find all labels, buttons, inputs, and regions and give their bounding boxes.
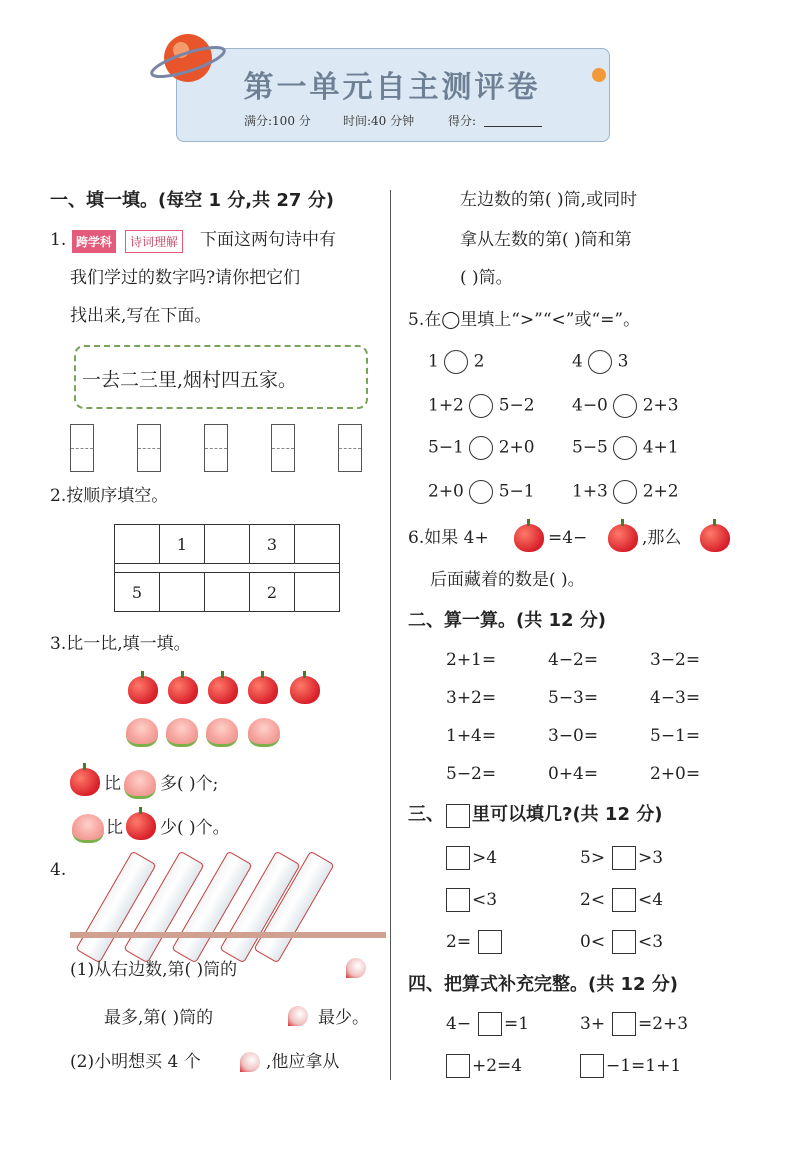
compare-circle[interactable] bbox=[469, 480, 493, 504]
q3-compare-word: 比 bbox=[106, 818, 123, 838]
calc-item: 3−0= bbox=[548, 726, 599, 746]
compare-left: 5−5 bbox=[572, 437, 608, 458]
answer-box[interactable] bbox=[612, 1012, 636, 1036]
section-3-heading-a: 三、 bbox=[408, 804, 444, 825]
compare-row bbox=[572, 436, 679, 460]
page-title: 第一单元自主测评卷 bbox=[243, 70, 541, 105]
q4-number: 4. bbox=[50, 860, 67, 880]
q6-part-c: ,那么 bbox=[642, 528, 682, 548]
compare-left: 1 bbox=[428, 351, 439, 372]
table-cell[interactable] bbox=[205, 525, 250, 564]
apple-icon bbox=[70, 768, 100, 796]
q4-part2-b: ,他应拿从 bbox=[266, 1052, 340, 1072]
q2-label: 2.按顺序填空。 bbox=[50, 486, 169, 506]
q1-line1: 下面这两句诗中有 bbox=[200, 230, 336, 250]
compare-row bbox=[428, 350, 484, 374]
poem-text: 一去二三里,烟村四五家。 bbox=[82, 369, 298, 391]
table-cell[interactable] bbox=[160, 573, 205, 612]
equation-text: 4− bbox=[446, 1014, 472, 1034]
table-row bbox=[115, 564, 340, 573]
q4-cont-line1: 左边数的第( )筒,或同时 bbox=[460, 190, 638, 210]
answer-box[interactable] bbox=[478, 930, 502, 954]
apple-icon bbox=[126, 812, 156, 840]
calc-item: 1+4= bbox=[446, 726, 497, 746]
time-limit: 时间:40 分钟 bbox=[343, 114, 415, 128]
peach-icon bbox=[124, 770, 156, 799]
compare-right: 5−1 bbox=[498, 481, 535, 502]
answer-box[interactable] bbox=[580, 1054, 604, 1078]
poetry-tag: 诗词理解 bbox=[125, 230, 183, 253]
table-cell[interactable] bbox=[295, 525, 340, 564]
q3-line1: 多( )个; bbox=[160, 774, 219, 794]
calc-item: 0+4= bbox=[548, 764, 599, 784]
equation-text: −1=1+1 bbox=[606, 1056, 682, 1076]
q1-number: 1. bbox=[50, 230, 67, 250]
compare-right: 2+2 bbox=[642, 481, 679, 502]
q4-cont-line3: ( )筒。 bbox=[460, 268, 513, 288]
q1-line3: 找出来,写在下面。 bbox=[70, 306, 212, 326]
calc-item: 2+1= bbox=[446, 650, 497, 670]
shuttlecock-icon bbox=[346, 958, 366, 978]
ineq-text: 2= bbox=[446, 932, 472, 952]
peach-icon bbox=[72, 814, 104, 843]
answer-box[interactable] bbox=[446, 846, 470, 870]
compare-right: 2+0 bbox=[498, 437, 535, 458]
calc-item: 5−2= bbox=[446, 764, 497, 784]
compare-left: 4 bbox=[572, 351, 583, 372]
column-divider bbox=[390, 190, 391, 1080]
peach-icon bbox=[206, 718, 238, 747]
q3-label: 3.比一比,填一填。 bbox=[50, 634, 191, 654]
compare-row bbox=[428, 436, 535, 460]
compare-circle[interactable] bbox=[469, 436, 493, 460]
compare-circle[interactable] bbox=[469, 394, 493, 418]
ineq-text: 2< bbox=[580, 890, 606, 910]
q6-part-a: 6.如果 4+ bbox=[408, 528, 489, 548]
answer-box[interactable] bbox=[612, 846, 636, 870]
apple-icon bbox=[608, 524, 638, 552]
q3-compare-word: 比 bbox=[104, 774, 121, 794]
shelf bbox=[70, 932, 386, 938]
ineq-text: >4 bbox=[472, 848, 498, 868]
ineq-text: <4 bbox=[638, 890, 664, 910]
section-4-heading: 四、把算式补充完整。(共 12 分) bbox=[408, 974, 679, 995]
section-3-heading-b: 里可以填几?(共 12 分) bbox=[472, 804, 663, 825]
answer-box[interactable] bbox=[446, 888, 470, 912]
compare-row bbox=[428, 480, 535, 504]
table-cell[interactable] bbox=[205, 573, 250, 612]
peach-icon bbox=[248, 718, 280, 747]
full-score: 满分:100 分 bbox=[244, 114, 311, 128]
score-blank[interactable] bbox=[484, 126, 542, 127]
apple-icon bbox=[514, 524, 544, 552]
ineq-text: >3 bbox=[638, 848, 664, 868]
equation-text: =1 bbox=[504, 1014, 530, 1034]
compare-right: 2 bbox=[473, 351, 485, 372]
answer-box[interactable] bbox=[446, 1054, 470, 1078]
writing-box[interactable] bbox=[338, 424, 362, 472]
compare-circle[interactable] bbox=[444, 350, 468, 374]
q1-line2: 我们学过的数字吗?请你把它们 bbox=[70, 268, 301, 288]
equation-text: =2+3 bbox=[638, 1014, 689, 1034]
answer-box[interactable] bbox=[478, 1012, 502, 1036]
writing-box[interactable] bbox=[137, 424, 161, 472]
sequence-table bbox=[114, 524, 340, 612]
table-cell: 2 bbox=[250, 573, 295, 612]
compare-circle[interactable] bbox=[613, 436, 637, 460]
table-cell[interactable] bbox=[115, 525, 160, 564]
calc-item: 3−2= bbox=[650, 650, 701, 670]
compare-right: 5−2 bbox=[498, 395, 535, 416]
score-label: 得分: bbox=[448, 114, 477, 128]
q3-line2: 少( )个。 bbox=[160, 818, 230, 838]
answer-box[interactable] bbox=[612, 888, 636, 912]
compare-circle[interactable] bbox=[613, 394, 637, 418]
ineq-text: <3 bbox=[472, 890, 498, 910]
table-cell: 3 bbox=[250, 525, 295, 564]
q4-cont-line2: 拿从左数的第( )筒和第 bbox=[460, 230, 632, 250]
q4-part1-c: 最少。 bbox=[318, 1008, 369, 1028]
table-cell: 1 bbox=[160, 525, 205, 564]
compare-row bbox=[572, 394, 679, 418]
peach-icon bbox=[166, 718, 198, 747]
compare-circle[interactable] bbox=[588, 350, 612, 374]
apple-icon bbox=[290, 676, 320, 704]
table-row bbox=[115, 573, 340, 612]
q6-part-b: =4− bbox=[548, 528, 588, 548]
compare-right: 4+1 bbox=[642, 437, 679, 458]
compare-left: 1+2 bbox=[428, 395, 464, 416]
apple-icon bbox=[168, 676, 198, 704]
calc-item: 2+0= bbox=[650, 764, 701, 784]
compare-row bbox=[572, 350, 628, 374]
ineq-text: <3 bbox=[638, 932, 664, 952]
section-1-heading: 一、填一填。(每空 1 分,共 27 分) bbox=[50, 190, 334, 211]
equation-text: 3+ bbox=[580, 1014, 606, 1034]
ineq-text: 5> bbox=[580, 848, 606, 868]
compare-right: 3 bbox=[617, 351, 629, 372]
compare-right: 2+3 bbox=[642, 395, 679, 416]
table-row bbox=[115, 525, 340, 564]
calc-item: 5−1= bbox=[650, 726, 701, 746]
calc-item: 5−3= bbox=[548, 688, 599, 708]
compare-left: 1+3 bbox=[572, 481, 608, 502]
answer-box bbox=[446, 804, 470, 828]
writing-box[interactable] bbox=[271, 424, 295, 472]
apple-icon bbox=[128, 676, 158, 704]
compare-row bbox=[572, 480, 679, 504]
equation-text: +2=4 bbox=[472, 1056, 523, 1076]
calc-item: 3+2= bbox=[446, 688, 497, 708]
apple-icon bbox=[700, 524, 730, 552]
cross-subject-tag: 跨学科 bbox=[72, 230, 116, 253]
shuttlecock-icon bbox=[240, 1052, 260, 1072]
compare-left: 4−0 bbox=[572, 395, 608, 416]
q4-part2: (2)小明想买 4 个 bbox=[70, 1052, 201, 1072]
compare-row bbox=[428, 394, 535, 418]
q4-part1-b: 最多,第( )筒的 bbox=[104, 1008, 214, 1028]
shuttlecock-icon bbox=[288, 1006, 308, 1026]
apple-icon bbox=[208, 676, 238, 704]
compare-circle[interactable] bbox=[613, 480, 637, 504]
table-cell: 5 bbox=[115, 573, 160, 612]
calc-item: 4−3= bbox=[650, 688, 701, 708]
q4-part1-a: (1)从右边数,第( )筒的 bbox=[70, 960, 238, 980]
apple-icon bbox=[248, 676, 278, 704]
compare-left: 5−1 bbox=[428, 437, 464, 458]
calc-item: 4−2= bbox=[548, 650, 599, 670]
peach-icon bbox=[126, 718, 158, 747]
writing-box[interactable] bbox=[204, 424, 228, 472]
writing-box[interactable] bbox=[70, 424, 94, 472]
section-2-heading: 二、算一算。(共 12 分) bbox=[408, 610, 607, 631]
table-cell[interactable] bbox=[295, 573, 340, 612]
answer-box[interactable] bbox=[612, 930, 636, 954]
compare-left: 2+0 bbox=[428, 481, 464, 502]
ineq-text: 0< bbox=[580, 932, 606, 952]
q5-label: 5.在◯里填上“>”“<”或“=”。 bbox=[408, 310, 641, 330]
q6-part-d: 后面藏着的数是( )。 bbox=[430, 570, 585, 590]
